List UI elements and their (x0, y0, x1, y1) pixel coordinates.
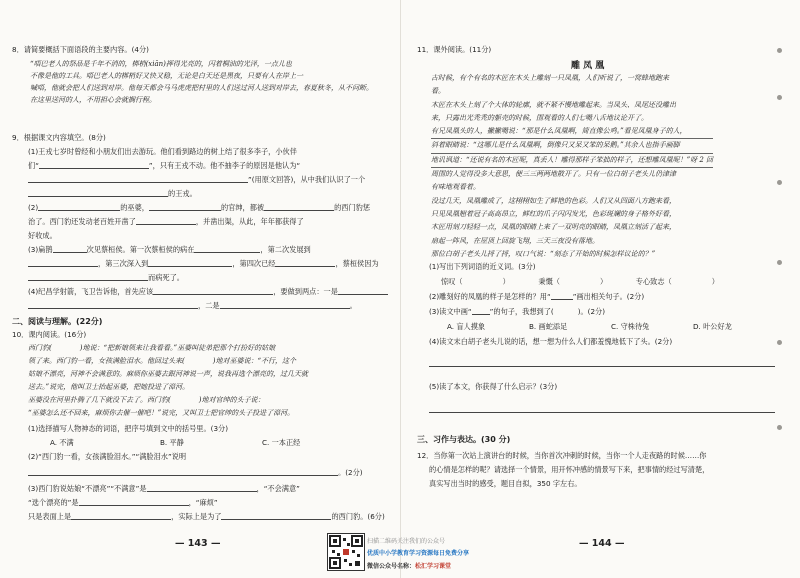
q10-sub3: (3)西门豹说姑娘“不漂亮”“不满意”是 ，“不会满意” (28, 484, 300, 493)
qr-code-icon (327, 533, 365, 571)
account-line: 微信公众号名称：松汇学习课堂 (367, 563, 452, 570)
q11-sub5: (5)读了本文，你获得了什么启示？(3分) (429, 382, 558, 391)
q9-line: 而病死了。 (28, 273, 184, 282)
q8-line: 在这里送河的人，不用担心会就搁行程。 (30, 96, 156, 104)
q10-sub3: “选个漂亮的”是 ，“麻烦” (28, 498, 218, 507)
q8-line: 喊唔，他就会把人们送到对岸。他每天都会马马虎虎把村里的人们送过河人送到对岸去，春夏秋冬，从不问断。 (30, 84, 373, 92)
q8-passage (30, 58, 373, 106)
q11-heading: 11．课外阅读。(11分) (417, 45, 492, 54)
binding-hole (777, 425, 782, 430)
binding-hole (777, 95, 782, 100)
q9-line: 好收成。 (28, 231, 57, 240)
q10-passage: 西门豹( )地说：“把新娘领来让我看看。”巫婆叫徒弟把那个打扮好的姑娘 领了来。西门豹一看，女孩满脸泪水。他回过头来( )地对巫婆说：“不行，这个 姑娘不漂亮，河神不会满意的。麻烦你巫婆去跟河神说一声，说我再选个漂亮的，过几天就 送去。”说完，他叫卫士抬起巫婆，把她投进了漳河。 巫婆没在河里扑腾了几下就没下去了。西门豹( )地对官绅的头子说： “巫婆怎么还不回来，麻烦你去催一催吧！”说完，又叫卫士把官绅的头子投进了漳河。 (28, 344, 308, 417)
q11-sub3: (3)读文中画“ ”的句子，我想到了( )。(2分) (429, 307, 606, 316)
q9-line: (1)王戎七岁时曾经和小朋友们出去游玩。他们看到路边的树上结了很多李子，小伙伴 (28, 147, 297, 156)
option-b: B. 平静 (160, 438, 184, 447)
q8-heading: 8．请简要概括下面语段的主要内容。(4分) (12, 45, 149, 54)
option-d: D. 叶公好龙 (693, 322, 732, 331)
q9-line: 治了。西门豹还发动老百姓开凿了 ，并凿出渠，从此，年年都获得了 (28, 217, 304, 226)
q11-sub4: (4)读文末白胡子老头儿说的话，想一想为什么人们都羞愧地低下了头。(2分) (429, 337, 673, 346)
q12-prompt: 12．当你第一次站上演讲台的时候，当你首次冲刺的时候，当你一个人走夜路的时候……你 的心情是怎样的呢？请选择一个情景，用开怀冲感的情景写下来，把事情的经过写清楚， 真实写出当时的感受，题目自拟，350 字左右。 (417, 451, 710, 488)
story-title: 雕 凤 凰 (571, 61, 605, 71)
option-c: C. 守株待兔 (611, 322, 650, 331)
q8-line: “唔巴老人的祭品是千年不消的，梆梢(xiān)挥得光亮的，闪着桐油的光泽，一点儿也 (30, 60, 292, 68)
q9-line: ，二是 。 (28, 301, 357, 310)
binding-hole (777, 48, 782, 53)
q10-sub3: 只是表面上是 ，实际上是为了 的西门豹。(6分) (28, 512, 385, 521)
option-a: A. 不满 (50, 438, 74, 447)
page-number: — 144 — (579, 538, 625, 549)
q9-line: 的王戎。 (28, 189, 197, 198)
promo-text: 优质中小学教育学习资源每日免费分享 (367, 550, 470, 557)
q10-sub2-answer: 。(2分) (28, 468, 363, 477)
binding-hole (777, 260, 782, 265)
right-page (400, 0, 800, 578)
q9-line: 们“ ”，只有王戎不动。他不抽李子的原因是他认为“ (28, 161, 301, 170)
scan-note: 扫描二维码关注我们的公众号 (367, 538, 446, 545)
section-3-heading: 三、习作与表达。(30 分) (417, 435, 511, 444)
q9-line: (4)纪昌学射箭，飞卫告诉他，首先应该 ，要做到两点：一是 (28, 287, 388, 296)
q11-sub2: (2)雕刻好的凤凰的样子是怎样的？用“ ”画出相关句子。(2分) (429, 292, 645, 301)
page-number: — 143 — (175, 538, 221, 549)
section-2-heading: 二、阅读与理解。(22分) (12, 317, 103, 326)
q9-line: (3)扁鹊 次见蔡桓侯。第一次蔡桓侯的病在 ，第二次发展到 (28, 245, 311, 254)
q10-heading: 10．课内阅读。(16分) (12, 330, 87, 339)
story-passage: 古时候，有个有名的木匠在木头上雕刻一只凤凰，人们听说了，一窝蜂地跑来 看。 木匠在木头上刻了个大体的轮廓，就不紧不慢地雕起来。当凤头、凤尾还没雕出 来，只露出光秃秃的躯壳的时候，围观看的人们七嘴八舌地议论开了。 有兄凤凰头的人，撇撇嘴说：“那是什么凤凰啊，简直像公鸡。”看见凤凰身子的人， 斜着眼睛说：“这哪儿是什么凤凰啊，倒像只又呆又笨的呆鹅。”其余人也指手画脚 地讥讽道：“还说有名的木匠呢，真丢人！雕得那样子笨拙的样子，还想雕凤凰呢！”呀 2 回 周围的人觉得没多大意思，便三三两两地散开了。只有一位白胡子老头儿仍津津 有味地观看着。 没过几天，凤凰雕成了，这栩栩如生了鲜艳的色彩。人们又从四面八方跑来看， 只见凤凰翘着冠子高高昂立，鲜红的爪子闪闪发光，色彩斑斓的身子格外好看， 木匠用刻刀轻轻一点，凤凰的眼睛上来了一双明亮的眼睛，凤凰立刻活了起来， 扇起一阵风，在屋顶上回旋飞翔，三天三夜没有落地。 那位白胡子老头儿捋了捋，叹口气说：“刻态了开始的时候怎样议论的？” (431, 74, 714, 258)
q9-line: (2) 的巫婆， 的官绅，都被 的西门豹惩 (28, 203, 371, 212)
synonym-row: 惊叹（ ） 秉慨（ ） 专心致志（ ） (441, 277, 719, 286)
q10-sub1: (1)选择描写人物神态的词语，把序号填到文中的括号里。(3分) (28, 424, 229, 433)
option-c: C. 一本正经 (262, 438, 301, 447)
q11-sub1: (1)写出下列词语的近义词。(3分) (429, 262, 536, 271)
answer-line (429, 412, 775, 413)
binding-hole (777, 180, 782, 185)
answer-line (429, 366, 775, 367)
q8-line: 不像是他的工具。唔巴老人的梆梢好又快又稳，无论是白天还是黑夜，只要有人在岸上一 (30, 72, 303, 80)
option-a: A. 盲人摸象 (447, 322, 486, 331)
q9-heading: 9．根据课文内容填空。(8分) (12, 133, 106, 142)
binding-hole (777, 340, 782, 345)
q9-line: ”(用原文回答)，从中我们认识了一个 (28, 175, 365, 184)
q10-sub2: (2)“西门豹一看，女孩满脸泪水。”“满脸泪水”说明 (28, 452, 187, 461)
option-b: B. 画蛇添足 (529, 322, 568, 331)
q9-line: ，第三次深入到 ，第四次已经 ，蔡桓侯因为 (28, 259, 379, 268)
